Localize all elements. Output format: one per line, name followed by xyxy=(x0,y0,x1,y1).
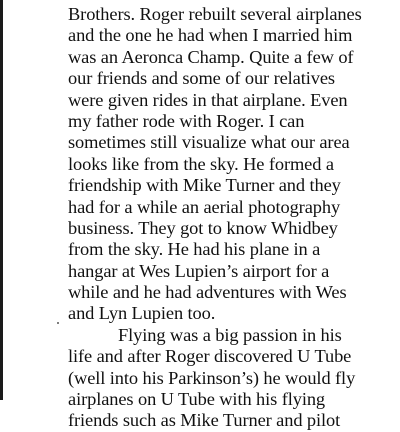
paragraph-start-line: Flying was a big passion in his xyxy=(118,324,342,345)
text-line: our friends and some of our relatives xyxy=(68,68,335,89)
text-line: while and he had adventures with Wes xyxy=(68,282,347,303)
scan-edge xyxy=(0,0,3,400)
text-line: and the one he had when I married him xyxy=(68,25,353,46)
text-line: airplanes on U Tube with his flying xyxy=(68,389,326,410)
text-line: had for a while an aerial photography xyxy=(68,196,341,217)
text-line: were given rides in that airplane. Even xyxy=(68,89,348,110)
text-line: Brothers. Roger rebuilt several airplanes xyxy=(68,4,362,24)
text-line: sometimes still visualize what our area xyxy=(68,132,350,153)
text-line: friends such as Mike Turner and pilot xyxy=(68,410,341,431)
text-line: and Lyn Lupien too. xyxy=(68,303,216,324)
body-text xyxy=(68,4,400,432)
text-line: business. They got to know Whidbey xyxy=(68,217,338,238)
text-line: (well into his Parkinson’s) he would fly xyxy=(68,367,356,388)
scan-speck xyxy=(57,322,59,324)
text-line: from the sky. He had his plane in a xyxy=(68,239,321,260)
text-line: hangar at Wes Lupien’s airport for a xyxy=(68,260,330,281)
text-line: my father rode with Roger. I can xyxy=(68,110,305,131)
text-line: looks like from the sky. He formed a xyxy=(68,153,334,174)
text-line: friendship with Mike Turner and they xyxy=(68,175,341,196)
text-line: life and after Roger discovered U Tube xyxy=(68,346,352,367)
text-line: was an Aeronca Champ. Quite a few of xyxy=(68,46,354,67)
